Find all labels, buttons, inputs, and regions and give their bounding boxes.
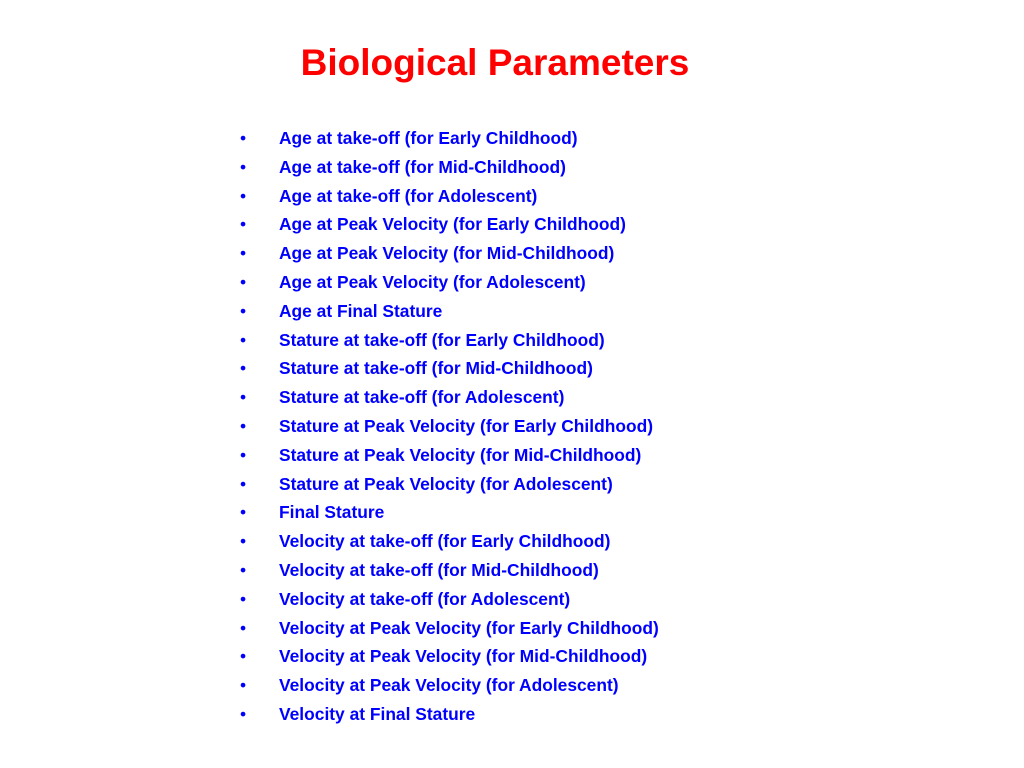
bullet-text: Velocity at take-off (for Mid-Childhood) xyxy=(279,559,599,580)
bullet-marker: • xyxy=(240,588,247,609)
bullet-text: Stature at take-off (for Adolescent) xyxy=(279,387,565,408)
bullet-text: Velocity at Peak Velocity (for Adolescent) xyxy=(279,675,619,696)
bullet-marker: • xyxy=(240,646,247,667)
bullet-text: Stature at take-off (for Mid-Childhood) xyxy=(279,358,593,379)
bullet-marker: • xyxy=(240,415,247,436)
slide-title: Biological Parameters xyxy=(300,42,690,83)
bullet-marker: • xyxy=(240,473,247,494)
bullet-text: Age at Final Stature xyxy=(279,300,443,321)
bullet-marker: • xyxy=(240,444,247,465)
bullet-text: Stature at Peak Velocity (for Early Childhood) xyxy=(279,415,653,436)
bullet-text: Velocity at take-off (for Adolescent) xyxy=(279,588,571,609)
bullet-text: Age at take-off (for Early Childhood) xyxy=(279,128,578,148)
bullet-text: Age at Peak Velocity (for Adolescent) xyxy=(279,271,586,292)
bullet-marker: • xyxy=(240,243,247,264)
bullet-text: Stature at Peak Velocity (for Mid-Childhood) xyxy=(279,444,642,465)
bullet-marker: • xyxy=(240,387,247,408)
bullet-marker: • xyxy=(240,531,247,552)
bullet-text: Age at take-off (for Adolescent) xyxy=(279,185,538,206)
bullet-text: Final Stature xyxy=(279,502,385,523)
bullet-marker: • xyxy=(240,559,247,580)
bullet-text: Stature at Peak Velocity (for Adolescent) xyxy=(279,473,613,494)
bullet-marker: • xyxy=(240,271,247,292)
bullet-marker: • xyxy=(240,300,247,321)
bullet-marker: • xyxy=(240,214,247,235)
bullet-marker: • xyxy=(240,329,247,350)
bullet-text: Velocity at Final Stature xyxy=(279,703,476,724)
bullet-marker: • xyxy=(240,185,247,206)
bullet-text: Velocity at Peak Velocity (for Mid-Childhood) xyxy=(279,646,648,667)
bullet-text: Age at Peak Velocity (for Mid-Childhood) xyxy=(279,243,615,264)
bullet-marker: • xyxy=(240,156,247,177)
bullet-text: Velocity at Peak Velocity (for Early Childhood) xyxy=(279,617,659,638)
bullet-text: Age at take-off (for Mid-Childhood) xyxy=(279,156,566,177)
bullet-text: Age at Peak Velocity (for Early Childhood) xyxy=(279,214,626,235)
bullet-marker: • xyxy=(240,502,247,523)
bullet-marker: • xyxy=(240,703,247,724)
bullet-marker: • xyxy=(240,358,247,379)
bullet-text: Stature at take-off (for Early Childhood) xyxy=(279,329,605,350)
bullet-text: Velocity at take-off (for Early Childhood) xyxy=(279,531,611,552)
bullet-marker: • xyxy=(240,128,247,148)
bullet-marker: • xyxy=(240,675,247,696)
bullet-marker: • xyxy=(240,617,247,638)
